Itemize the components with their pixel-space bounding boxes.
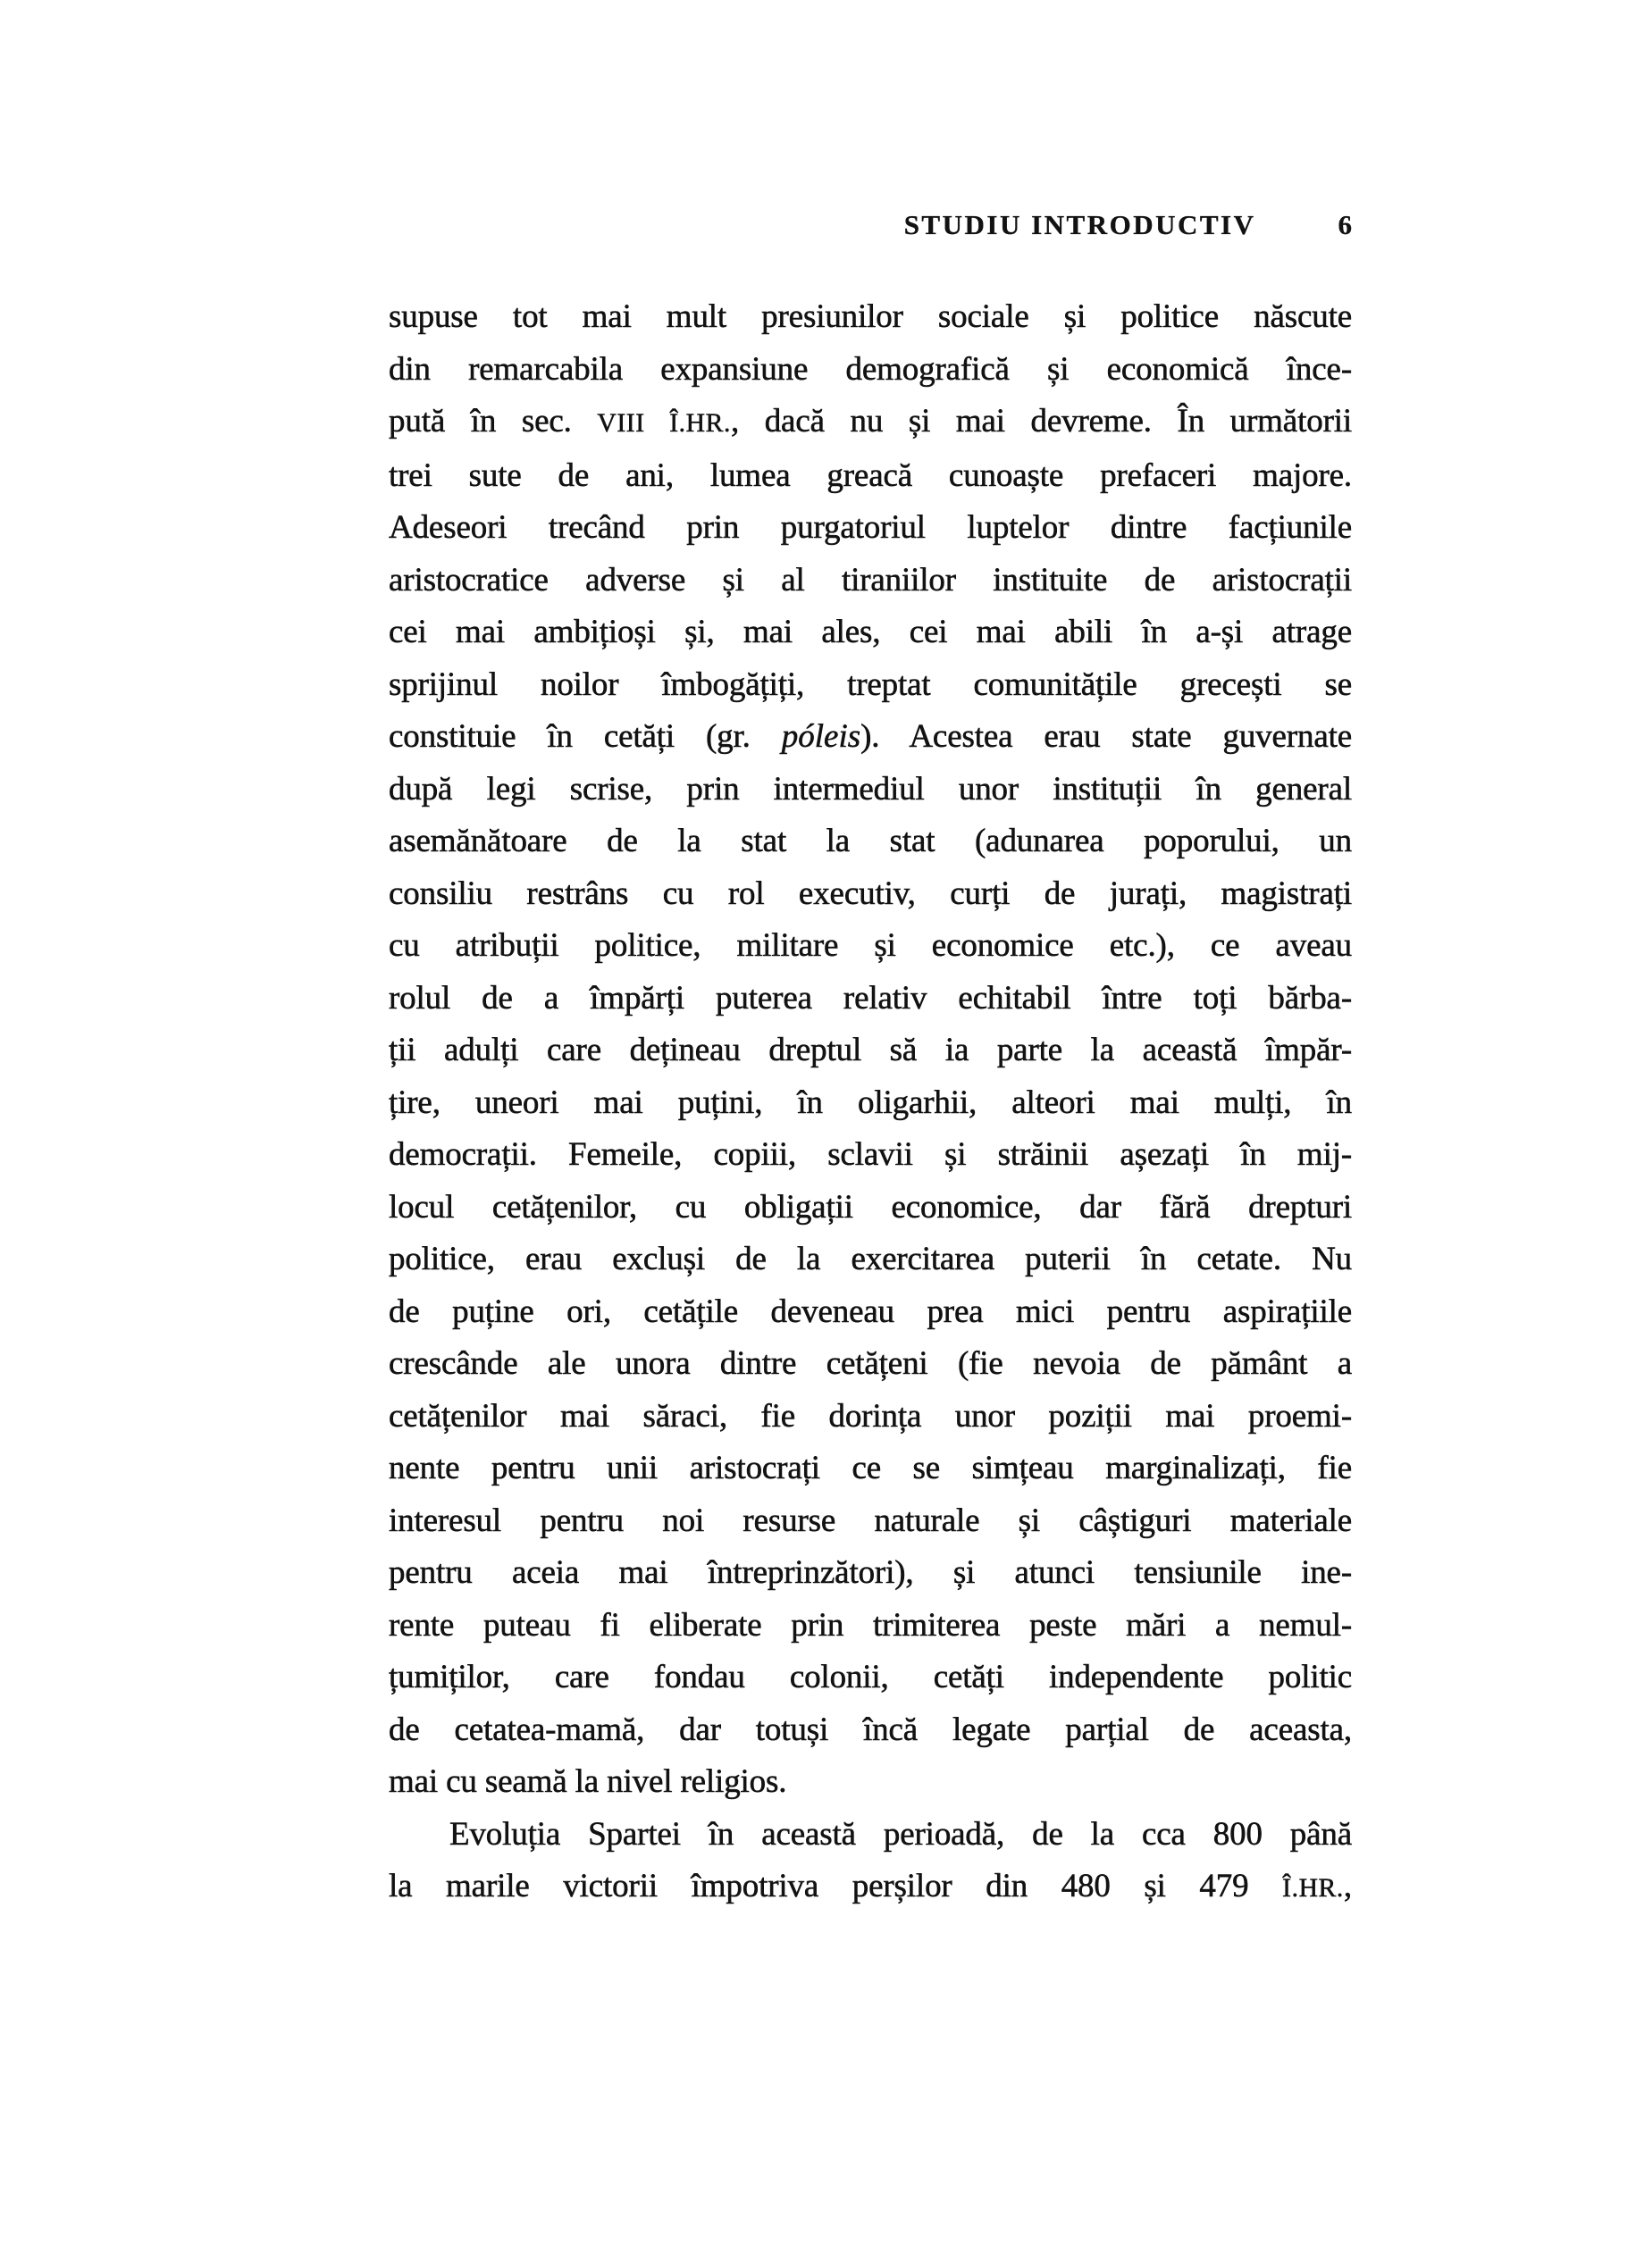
- text-line: de puține ori, cetățile deveneau prea mici pentru aspirațiile: [389, 1293, 1352, 1330]
- text-line: aristocratice adverse și al tiraniilor instituite de aristocrații: [389, 561, 1352, 598]
- text-line: cetățenilor mai săraci, fie dorința unor poziții mai proemi-: [389, 1397, 1352, 1435]
- text-line: locul cetățenilor, cu obligații economice, dar fără drepturi: [389, 1188, 1352, 1226]
- page-number: 6: [1338, 209, 1352, 240]
- text-line: Evoluția Spartei în această perioadă, de la cca 800 până: [449, 1815, 1352, 1853]
- text-line: din remarcabila expansiune demografică și economică înce-: [389, 350, 1352, 388]
- text-line: interesul pentru noi resurse naturale și câștiguri materiale: [389, 1502, 1352, 1539]
- text-line: sprijinul noilor îmbogățiți, treptat comunitățile grecești se: [389, 665, 1352, 703]
- text-line: rolul de a împărți puterea relativ echitabil între toți bărba-: [389, 979, 1352, 1017]
- running-header: [389, 209, 1352, 241]
- text-line: asemănătoare de la stat la stat (adunarea poporului, un: [389, 823, 1352, 859]
- text-line: mai cu seamă la nivel religios.: [389, 1763, 787, 1800]
- paragraph: [389, 1809, 1352, 1915]
- text-line: de cetatea-mamă, dar totuși încă legate parțial de aceasta,: [389, 1711, 1352, 1748]
- text-line: ții adulți care dețineau dreptul să ia parte la această împăr-: [389, 1032, 1352, 1068]
- text-line: pentru aceia mai întreprinzători), și atunci tensiunile ine-: [389, 1554, 1352, 1591]
- text-line: nente pentru unii aristocrați ce se simțeau marginalizați, fie: [389, 1450, 1352, 1486]
- text-line: crescânde ale unora dintre cetățeni (fie nevoia de pământ a: [389, 1345, 1352, 1382]
- text-line: la marile victorii împotriva perșilor din 480 și 479 Î.HR.,: [389, 1868, 1352, 1904]
- text-line: supuse tot mai mult presiunilor sociale și politice născute: [389, 298, 1352, 335]
- text-line: țire, uneori mai puțini, în oligarhii, alteori mai mulți, în: [389, 1084, 1352, 1121]
- body-text: [389, 291, 1352, 1915]
- text-line: pută în sec. VIII Î.HR., dacă nu și mai devreme. În următorii: [389, 403, 1352, 439]
- text-line: constituie în cetăți (gr. póleis). Acestea erau state guvernate: [389, 718, 1352, 755]
- text-line: trei sute de ani, lumea greacă cunoaște prefaceri majore.: [389, 456, 1352, 494]
- text-line: cu atribuții politice, militare și economice etc.), ce aveau: [389, 927, 1352, 964]
- text-line: consiliu restrâns cu rol executiv, curți de jurați, magistrați: [389, 875, 1352, 912]
- running-header-title: STUDIU INTRODUCTIV: [903, 209, 1256, 240]
- text-line: după legi scrise, prin intermediul unor instituții în general: [389, 770, 1352, 808]
- text-line: cei mai ambițioși și, mai ales, cei mai abili în a-și atrage: [389, 614, 1352, 650]
- paragraph: [389, 291, 1352, 1809]
- text-line: Adeseori trecând prin purgatoriul luptelor dintre facțiunile: [389, 509, 1352, 546]
- text-line: rente puteau fi eliberate prin trimiterea peste mări a nemul-: [389, 1606, 1352, 1644]
- text-line: țumiților, care fondau colonii, cetăți independente politic: [389, 1659, 1352, 1695]
- text-line: politice, erau excluși de la exercitarea puterii în cetate. Nu: [389, 1241, 1352, 1277]
- text-line: democrații. Femeile, copiii, sclavii și străinii așezați în mij-: [389, 1136, 1352, 1173]
